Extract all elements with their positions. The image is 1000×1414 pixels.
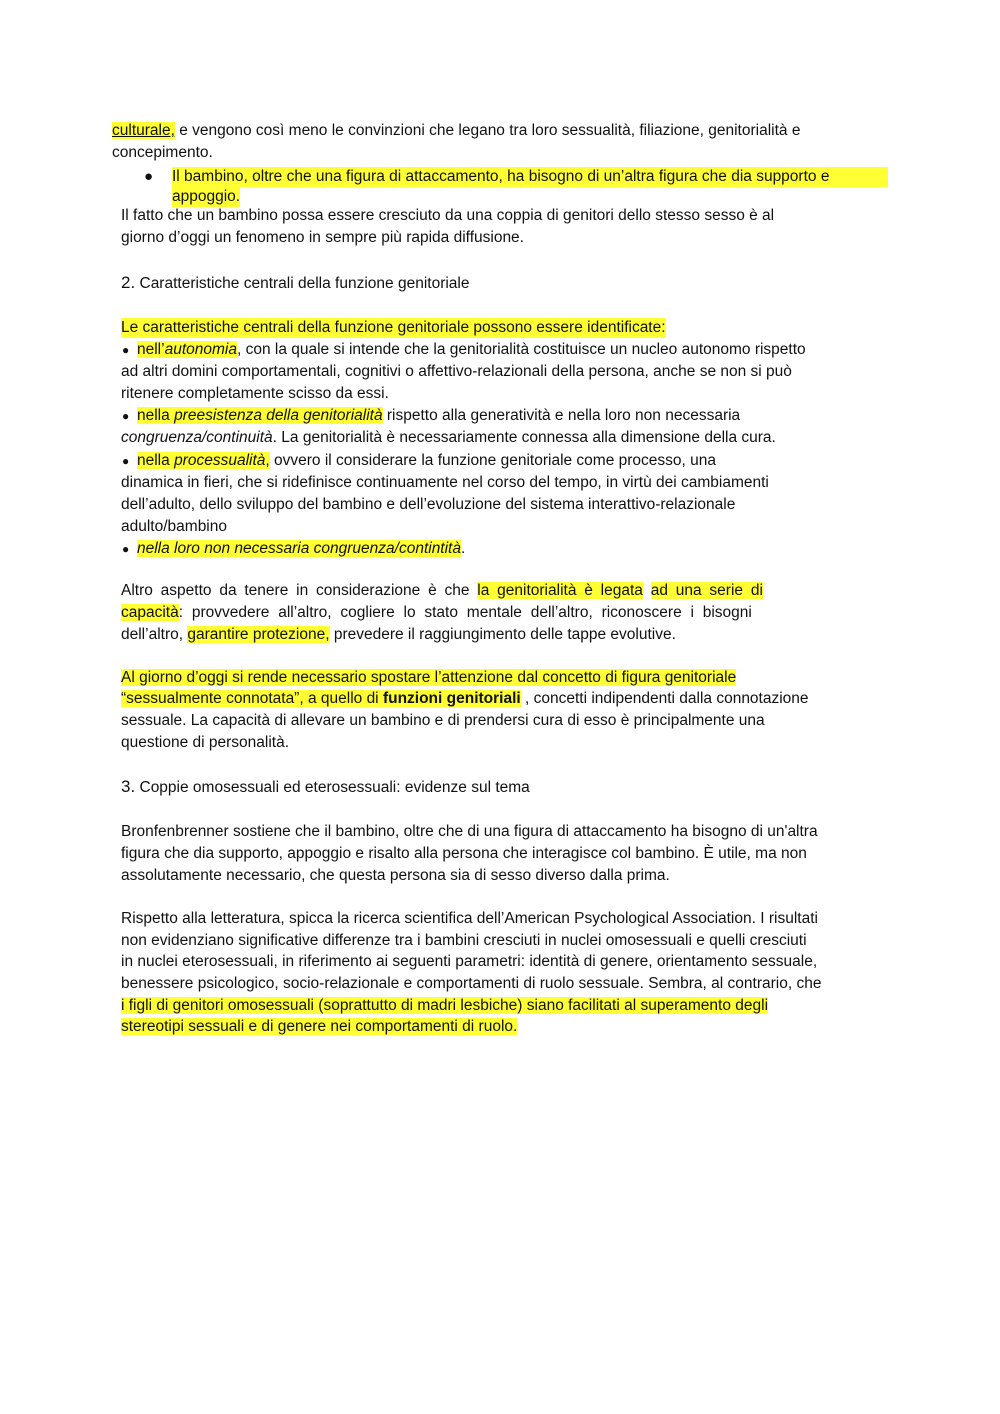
bullet-icon: ● — [122, 454, 130, 468]
paragraph-line: giorno d’oggi un fenomeno in sempre più rapida diffusione. — [121, 229, 524, 246]
list-item-line: Il bambino, oltre che una figura di attaccamento, ha bisogno di un’altra figura che dia supporto e — [172, 167, 888, 187]
text: prevedere il raggiungimento delle tappe evolutive. — [329, 626, 676, 643]
paragraph-line — [121, 1017, 517, 1037]
paragraph-line: concepimento. — [112, 144, 213, 161]
list-item-line: appoggio. — [172, 188, 241, 205]
list-item-line — [137, 451, 716, 471]
list-item-line: ad altri domini comportamentali, cognitivi o affettivo-relazionali della persona, anche se non si può — [121, 363, 792, 380]
highlight: nella — [137, 452, 175, 469]
text — [643, 582, 651, 599]
heading-text: Coppie omosessuali ed eterosessuali: evidenze sul tema — [135, 779, 530, 796]
text: ovvero il considerare la funzione genitoriale come processo, una — [269, 452, 717, 469]
paragraph-line: questione di personalità. — [121, 734, 290, 751]
paragraph-line: assolutamente necessario, che questa persona sia di sesso diverso dalla prima. — [121, 867, 670, 884]
highlight: culturale, — [112, 122, 175, 139]
paragraph-line — [121, 625, 676, 645]
paragraph-line: benessere psicologico, socio-relazionale e comportamenti di ruolo sessuale. Sembra, al contrario, che — [121, 975, 822, 992]
list-item-line: dell’adulto, dello sviluppo del bambino e dell’evoluzione del sistema interattivo-relazionale — [121, 496, 736, 513]
bullet-icon: ● — [144, 168, 154, 185]
highlight: “sessualmente connotata”, a quello di — [121, 690, 383, 707]
text: congruenza/continuità — [121, 429, 273, 446]
list-item-line — [121, 428, 776, 448]
text: Altro aspetto da tenere in considerazione è che — [121, 582, 478, 599]
paragraph-line: in nuclei eterosessuali, in riferimento ai seguenti parametri: identità di genere, orientamento sessuale, — [121, 953, 818, 970]
list-item-line — [137, 406, 740, 426]
highlight: funzioni genitoriali — [382, 690, 521, 707]
paragraph-line — [121, 996, 768, 1016]
highlight: , — [265, 452, 270, 469]
paragraph-line: non evidenziano significative differenze tra i bambini cresciuti in nuclei omosessuali e quelli cresciuti — [121, 932, 807, 949]
highlight: processualità — [174, 452, 266, 469]
list-item-line: ritenere completamente scisso da essi. — [121, 385, 389, 402]
text: : provvedere all’altro, cogliere lo stato mentale dell’altro, riconoscere i bisogni — [178, 604, 752, 621]
paragraph-line — [121, 581, 763, 601]
heading-text: Caratteristiche centrali della funzione genitoriale — [135, 275, 470, 292]
bullet-icon: ● — [122, 409, 130, 423]
section-heading — [121, 273, 469, 294]
bullet-icon: ● — [122, 542, 130, 556]
text: . — [461, 540, 466, 557]
text: dell’altro, — [121, 626, 188, 643]
highlight: nell’ — [137, 341, 165, 358]
highlight: nella loro non necessaria congruenza/contintità — [137, 540, 461, 557]
highlight: i figli di genitori omosessuali (soprattutto di madri lesbiche) siano facilitati al superamento degli — [121, 997, 769, 1014]
highlight: autonomia — [164, 341, 237, 358]
text: , con la quale si intende che la genitorialità costituisce un nucleo autonomo rispetto — [236, 341, 806, 358]
paragraph-line — [121, 603, 752, 623]
paragraph-line: Rispetto alla letteratura, spicca la ricerca scientifica dell’American Psychological Association. I risultati — [121, 910, 818, 927]
text: rispetto alla generatività e nella loro non necessaria — [382, 407, 741, 424]
highlight: preesistenza della genitorialità — [174, 407, 383, 424]
list-item-line: adulto/bambino — [121, 518, 227, 535]
highlight: la genitorialità è legata — [477, 582, 643, 599]
highlight: stereotipi sessuali e di genere nei comportamenti di ruolo. — [121, 1018, 518, 1035]
highlight: garantire protezione, — [187, 626, 330, 643]
highlight: ad una serie di — [650, 582, 763, 599]
highlight: capacità — [121, 604, 179, 621]
heading-number: 3. — [121, 777, 136, 796]
paragraph-line: Il fatto che un bambino possa essere cresciuto da una coppia di genitori dello stesso sesso è al — [121, 207, 775, 224]
list-item-line — [137, 340, 806, 360]
bullet-icon: ● — [122, 343, 130, 357]
highlight: Al giorno d’oggi si rende necessario spostare l’attenzione dal concetto di figura genitoriale — [121, 669, 737, 686]
paragraph-line — [121, 668, 736, 688]
paragraph-line — [121, 689, 809, 709]
list-item-line: dinamica in fieri, che si ridefinisce continuamente nel corso del tempo, in virtù dei cambiamenti — [121, 474, 769, 491]
text: . La genitorialità è necessariamente connessa alla dimensione della cura. — [272, 429, 776, 446]
highlighted-intro: Le caratteristiche centrali della funzione genitoriale possono essere identificate: — [121, 319, 666, 336]
paragraph-line — [112, 121, 800, 141]
paragraph-line: sessuale. La capacità di allevare un bambino e di prendersi cura di esso è principalmente una — [121, 712, 765, 729]
list-item-line — [137, 539, 465, 559]
section-heading — [121, 777, 530, 798]
text: , concetti indipendenti dalla connotazione — [520, 690, 809, 707]
paragraph-line: figura che dia supporto, appoggio e risalto alla persona che interagisce col bambino. È utile, ma non — [121, 845, 807, 862]
text: e vengono così meno le convinzioni che legano tra loro sessualità, filiazione, genitorialità e — [174, 122, 801, 139]
highlight: nella — [137, 407, 175, 424]
heading-number: 2. — [121, 273, 136, 292]
paragraph-line: Bronfenbrenner sostiene che il bambino, oltre che di una figura di attaccamento ha bisogno di un'altra — [121, 823, 818, 840]
